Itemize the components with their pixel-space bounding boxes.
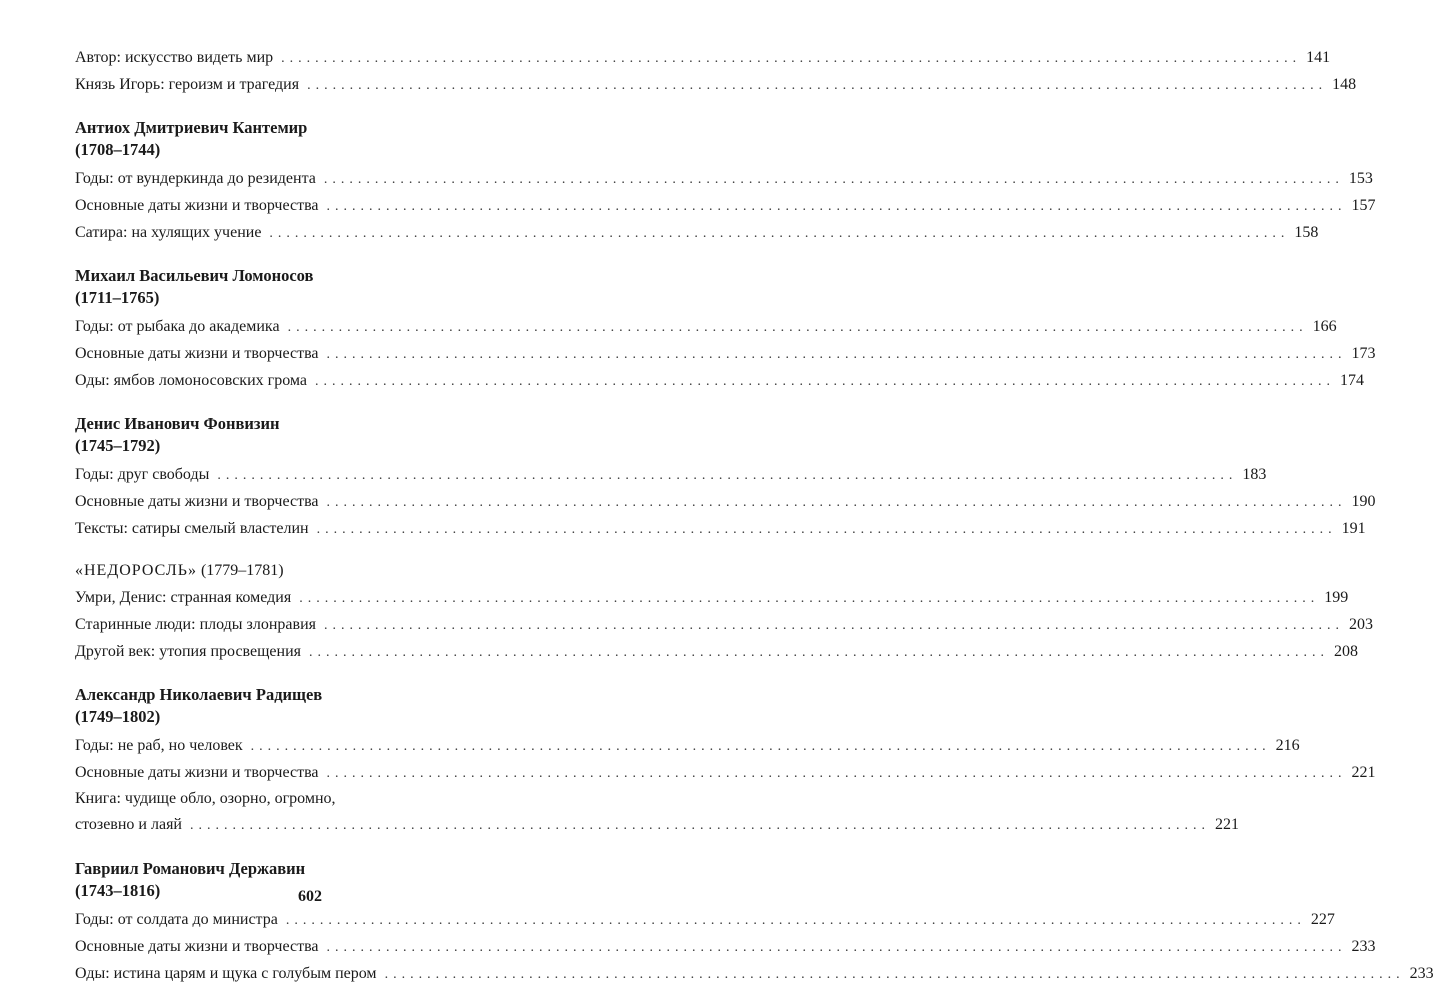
toc-entry xyxy=(75,584,1349,611)
toc-entry-title: Годы: от рыбака до академика xyxy=(75,318,280,335)
toc-entry xyxy=(75,71,1357,98)
toc-entry-page: 203 xyxy=(1348,616,1373,633)
toc-entry-page: 216 xyxy=(1275,737,1300,754)
toc-entry xyxy=(75,759,1376,786)
toc-entry-title: Годы: друг свободы xyxy=(75,466,210,483)
author-heading xyxy=(75,413,546,457)
toc-entry-title: Годы: от солдата до министра xyxy=(75,911,278,928)
author-heading xyxy=(75,684,546,728)
toc-entry xyxy=(75,638,1359,665)
table-of-contents xyxy=(75,44,1434,987)
toc-entry-title: Другой век: утопия просвещения xyxy=(75,643,302,660)
dot-leader: ........................................................................................................................ xyxy=(217,468,1238,483)
toc-entry-title: Оды: ямбов ломоносовских грома xyxy=(75,372,307,389)
author-years: (1749–1802) xyxy=(75,707,161,726)
toc-entry xyxy=(75,611,1373,638)
dot-leader: ........................................................................................................................ xyxy=(384,967,1405,982)
toc-entry xyxy=(75,461,1267,488)
toc-entry-title: Умри, Денис: странная комедия xyxy=(75,589,292,606)
toc-entry-page: 191 xyxy=(1341,520,1366,537)
toc-entry-page: 141 xyxy=(1306,49,1331,66)
author-heading xyxy=(75,265,546,309)
dot-leader: ........................................................................................................................ xyxy=(326,766,1347,781)
toc-entry xyxy=(75,219,1319,246)
dot-leader: ........................................................................................................................ xyxy=(285,913,1306,928)
toc-entry xyxy=(75,367,1364,394)
toc-entry-title: Годы: не раб, но человек xyxy=(75,737,243,754)
toc-entry-page: 233 xyxy=(1351,938,1376,955)
toc-entry-page: 221 xyxy=(1351,764,1376,781)
toc-entry-title: Тексты: сатиры смелый властелин xyxy=(75,520,309,537)
dot-leader: ........................................................................................................................ xyxy=(323,172,1344,187)
author-years: (1743–1816) xyxy=(75,881,161,900)
dot-leader: ........................................................................................................................ xyxy=(315,374,1335,389)
toc-entry-title: Основные даты жизни и творчества xyxy=(75,345,319,362)
toc-entry-page: 158 xyxy=(1294,224,1319,241)
dot-leader: ........................................................................................................................ xyxy=(326,495,1347,510)
toc-entry-title: Основные даты жизни и творчества xyxy=(75,197,319,214)
toc-entry-page: 199 xyxy=(1324,589,1349,606)
author-name: Александр Николаевич Радищев xyxy=(75,685,323,704)
toc-entry-page: 208 xyxy=(1334,643,1359,660)
author-years: (1745–1792) xyxy=(75,436,161,455)
toc-entry-page: 174 xyxy=(1340,372,1364,389)
toc-entry-page: 183 xyxy=(1242,466,1267,483)
toc-entry-page: 173 xyxy=(1351,345,1376,362)
toc-entry-multiline xyxy=(75,786,1239,839)
toc-entry-title: Основные даты жизни и творчества xyxy=(75,764,319,781)
toc-entry xyxy=(75,44,1331,71)
dot-leader: ........................................................................................................................ xyxy=(326,940,1347,955)
work-years: (1779–1781) xyxy=(200,562,284,579)
toc-entry-page: 190 xyxy=(1351,493,1376,510)
author-name: Антиох Дмитриевич Кантемир xyxy=(75,118,308,137)
toc-entry xyxy=(75,732,1300,759)
toc-entry xyxy=(75,340,1376,367)
dot-leader: ........................................................................................................................ xyxy=(323,618,1344,633)
toc-entry-page: 153 xyxy=(1348,170,1373,187)
dot-leader: ........................................................................................................................ xyxy=(326,199,1347,214)
toc-entry-page: 221 xyxy=(1215,816,1239,833)
toc-entry-title: Автор: искусство видеть мир xyxy=(75,49,274,66)
dot-leader: ........................................................................................................................ xyxy=(287,320,1308,335)
toc-entry-title: Основные даты жизни и творчества xyxy=(75,493,319,510)
dot-leader: ........................................................................................................................ xyxy=(250,739,1271,754)
dot-leader: ........................................................................................................................ xyxy=(299,591,1320,606)
dot-leader: ........................................................................................................................ xyxy=(307,78,1328,93)
toc-entry-title-line2: стозевно и лаяй xyxy=(75,816,182,833)
toc-entry xyxy=(75,488,1376,515)
work-title: «НЕДОРОСЛЬ» xyxy=(75,562,197,579)
toc-entry-title: Князь Игорь: героизм и трагедия xyxy=(75,76,300,93)
author-name: Денис Иванович Фонвизин xyxy=(75,414,280,433)
toc-entry xyxy=(75,960,1434,987)
toc-entry xyxy=(75,165,1373,192)
author-heading xyxy=(75,117,546,161)
work-heading xyxy=(75,560,546,582)
toc-entry-title: Сатира: на хулящих учение xyxy=(75,224,262,241)
toc-entry xyxy=(75,933,1376,960)
toc-entry-line2 xyxy=(75,812,1239,839)
toc-entry-page: 148 xyxy=(1332,76,1357,93)
toc-entry xyxy=(75,515,1366,542)
dot-leader: ........................................................................................................................ xyxy=(190,818,1210,833)
toc-entry-title-line1: Книга: чудище обло, озорно, огромно, xyxy=(75,790,336,807)
page-number: 602 xyxy=(298,888,322,905)
dot-leader: ........................................................................................................................ xyxy=(326,347,1347,362)
author-name: Гавриил Романович Державин xyxy=(75,859,306,878)
author-years: (1711–1765) xyxy=(75,288,160,307)
dot-leader: ........................................................................................................................ xyxy=(269,226,1290,241)
toc-entry-title: Годы: от вундеркинда до резидента xyxy=(75,170,316,187)
toc-entry-title: Оды: истина царям и щука с голубым пером xyxy=(75,965,377,982)
toc-entry xyxy=(75,192,1376,219)
dot-leader: ........................................................................................................................ xyxy=(316,522,1337,537)
toc-entry xyxy=(75,906,1335,933)
toc-entry-title: Основные даты жизни и творчества xyxy=(75,938,319,955)
toc-entry-title: Старинные люди: плоды злонравия xyxy=(75,616,316,633)
toc-entry-page: 227 xyxy=(1310,911,1335,928)
dot-leader: ........................................................................................................................ xyxy=(281,51,1302,66)
dot-leader: ........................................................................................................................ xyxy=(309,645,1330,660)
toc-entry-page: 233 xyxy=(1409,965,1434,982)
toc-entry-page: 166 xyxy=(1312,318,1337,335)
author-years: (1708–1744) xyxy=(75,140,161,159)
author-name: Михаил Васильевич Ломоносов xyxy=(75,266,314,285)
toc-entry xyxy=(75,313,1337,340)
toc-entry-page: 157 xyxy=(1351,197,1376,214)
